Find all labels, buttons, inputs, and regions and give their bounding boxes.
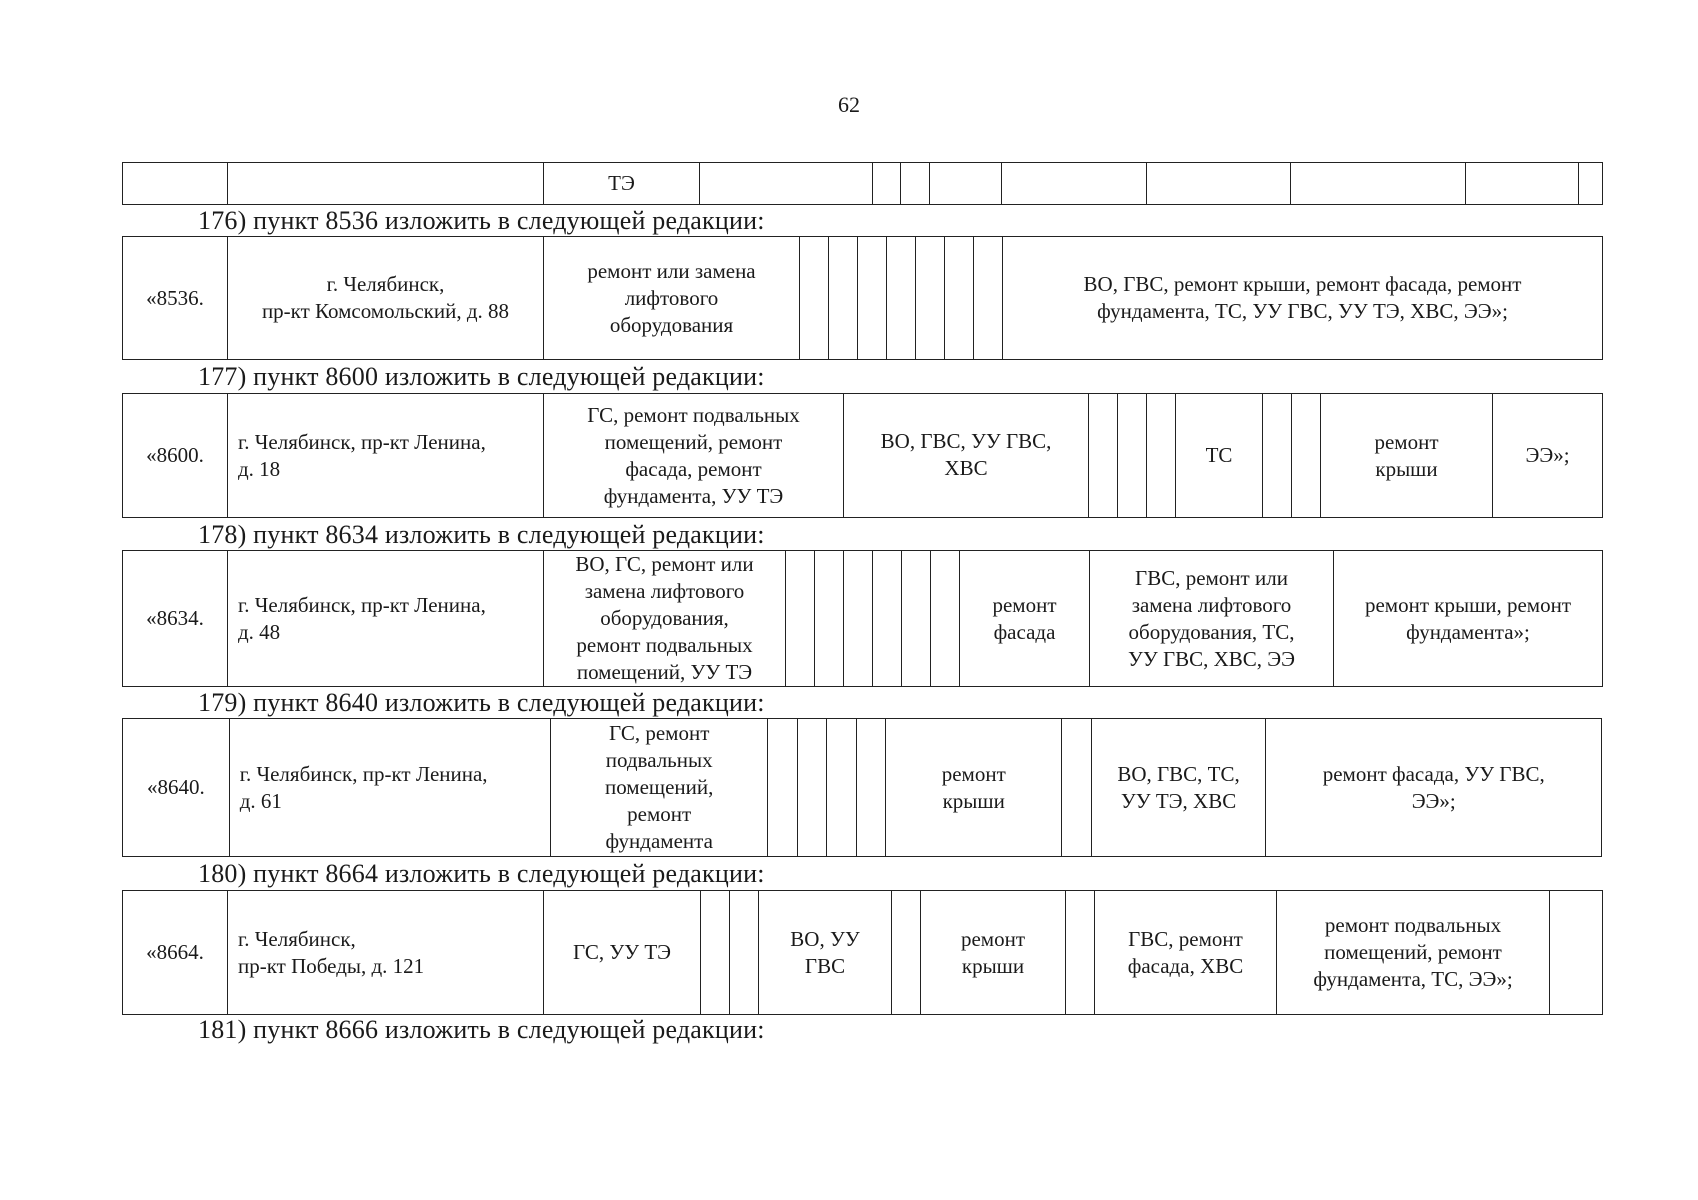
cell-address: г. Челябинск, пр-кт Ленина, д. 48 (228, 551, 544, 687)
cell-works: ремонт крыши (921, 891, 1066, 1015)
cell-works: ГВС, ремонт или замена лифтового оборудования, ТС, УУ ГВС, ХВС, ЭЭ (1090, 551, 1334, 687)
heading-178: 178) пункт 8634 изложить в следующей редакции: (198, 520, 765, 549)
cell-number: «8664. (123, 891, 228, 1015)
heading-177: 177) пункт 8600 изложить в следующей редакции: (198, 362, 765, 391)
heading-179: 179) пункт 8640 изложить в следующей редакции: (198, 688, 765, 717)
page-number: 62 (838, 92, 860, 117)
table-row-8600 (122, 393, 1603, 518)
cell-works: ТЭ (544, 163, 700, 205)
cell-address: г. Челябинск, пр-кт Комсомольский, д. 88 (228, 237, 544, 360)
heading-181: 181) пункт 8666 изложить в следующей редакции: (198, 1015, 765, 1044)
cell-number: «8634. (123, 551, 228, 687)
cell-works: ВО, ГВС, ремонт крыши, ремонт фасада, ремонт фундамента, ТС, УУ ГВС, УУ ТЭ, ХВС, ЭЭ»; (1003, 237, 1603, 360)
cell-address: г. Челябинск, пр-кт Ленина, д. 18 (228, 394, 544, 518)
cell-works: ремонт фасада (960, 551, 1090, 687)
cell-address: г. Челябинск, пр-кт Победы, д. 121 (228, 891, 544, 1015)
heading-180: 180) пункт 8664 изложить в следующей редакции: (198, 859, 765, 888)
table-row-8640 (122, 718, 1602, 857)
cell-works: ВО, УУ ГВС (759, 891, 892, 1015)
cell-works: ГС, УУ ТЭ (544, 891, 701, 1015)
cell-works: ремонт фасада, УУ ГВС, ЭЭ»; (1266, 719, 1602, 857)
table-row-8634 (122, 550, 1603, 687)
table-row-8536 (122, 236, 1603, 360)
cell-works: ГС, ремонт подвальных помещений, ремонт фундамента (550, 719, 768, 857)
cell-number: «8536. (123, 237, 228, 360)
table-row-8664 (122, 890, 1603, 1015)
heading-176: 176) пункт 8536 изложить в следующей редакции: (198, 206, 765, 235)
cell-number: «8600. (123, 394, 228, 518)
cell-works: ЭЭ»; (1493, 394, 1603, 518)
cell-works: ремонт подвальных помещений, ремонт фундамента, ТС, ЭЭ»; (1277, 891, 1550, 1015)
cell-works: ВО, ГВС, ТС, УУ ТЭ, ХВС (1091, 719, 1266, 857)
cell-number: «8640. (123, 719, 230, 857)
cell-works: ТС (1176, 394, 1263, 518)
cell-works: ВО, ГС, ремонт или замена лифтового оборудования, ремонт подвальных помещений, УУ ТЭ (544, 551, 786, 687)
cell-works: ремонт крыши, ремонт фундамента»; (1334, 551, 1603, 687)
cell-works: ВО, ГВС, УУ ГВС, ХВС (844, 394, 1089, 518)
cell-works: ГС, ремонт подвальных помещений, ремонт фасада, ремонт фундамента, УУ ТЭ (544, 394, 844, 518)
cell-works: ремонт крыши (1321, 394, 1493, 518)
cell-works: ремонт или замена лифтового оборудования (544, 237, 800, 360)
continuation-row-table (122, 162, 1603, 205)
cell-works: ремонт крыши (886, 719, 1062, 857)
cell-address: г. Челябинск, пр-кт Ленина, д. 61 (229, 719, 550, 857)
cell-works: ГВС, ремонт фасада, ХВС (1095, 891, 1277, 1015)
